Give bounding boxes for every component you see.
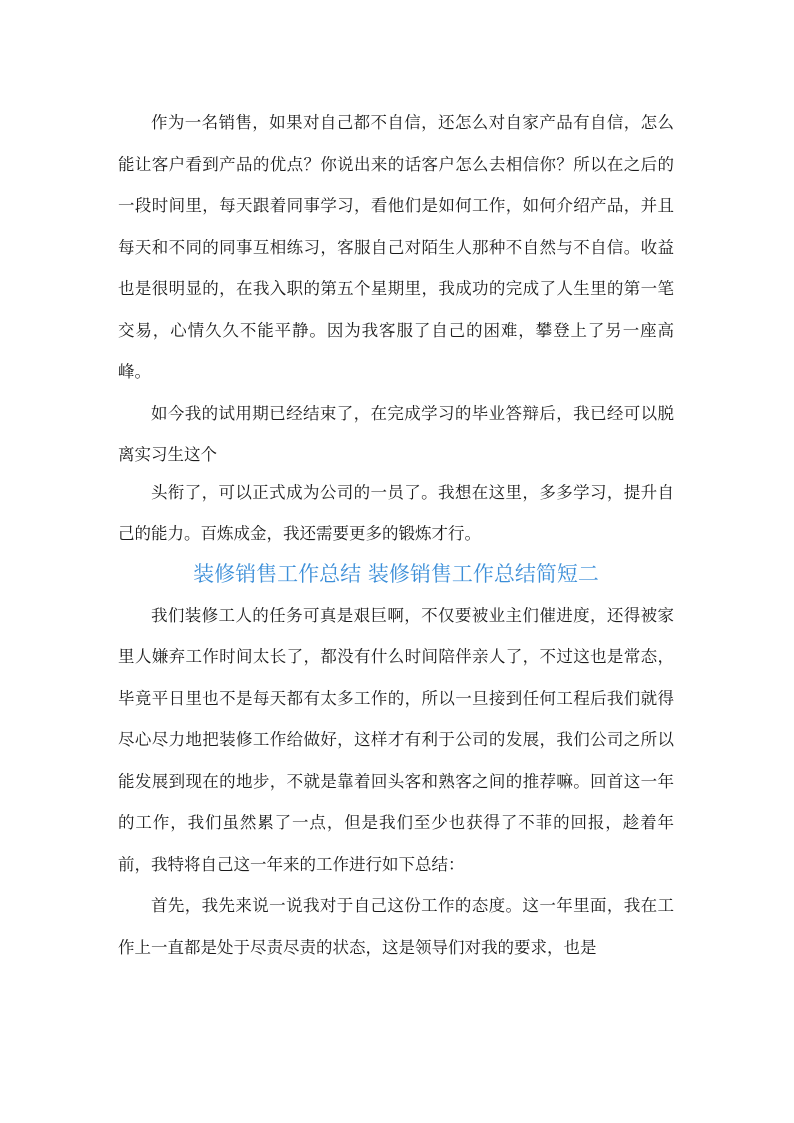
paragraph-probation-end: 如今我的试用期已经结束了，在完成学习的毕业答辩后，我已经可以脱离实习生这个 xyxy=(118,403,674,464)
document-body xyxy=(118,102,674,968)
section-heading: 装修销售工作总结 装修销售工作总结简短二 xyxy=(193,561,599,586)
paragraph-decoration-work: 我们装修工人的任务可真是艰巨啊，不仅要被业主们催进度，还得被家里人嫌弃工作时间太长了，都没有什么时间陪伴亲人了，不过这也是常态，毕竟平日里也不是每天都有太多工作的，所以一旦接到任何工程后我们就得尽心尽力地把装修工作给做好，这样才有利于公司的发展，我们公司之所以能发展到现在的地步，不就是靠着回头客和熟客之间的推荐嘛。回首这一年的工作，我们虽然累了一点，但是我们至少也获得了不菲的回报，趁着年前，我特将自己这一年来的工作进行如下总结： xyxy=(118,605,674,874)
paragraph-work-attitude: 首先，我先来说一说我对于自己这份工作的态度。这一年里面，我在工作上一直都是处于尽责尽责的状态，这是领导们对我的要求，也是 xyxy=(118,896,674,957)
paragraph-become-member: 头衔了，可以正式成为公司的一员了。我想在这里，多多学习，提升自己的能力。百炼成金，我还需要更多的锻炼才行。 xyxy=(118,482,674,543)
paragraph-self-confidence: 作为一名销售，如果对自己都不自信，还怎么对自家产品有自信，怎么能让客户看到产品的优点？你说出来的话客户怎么去相信你？所以在之后的一段时间里，每天跟着同事学习，看他们是如何工作，如何介绍产品，并且每天和不同的同事互相练习，客服自己对陌生人那种不自然与不自信。收益也是很明显的，在我入职的第五个星期里，我成功的完成了人生里的第一笔交易，心情久久不能平静。因为我客服了自己的困难，攀登上了另一座高峰。 xyxy=(118,113,674,381)
